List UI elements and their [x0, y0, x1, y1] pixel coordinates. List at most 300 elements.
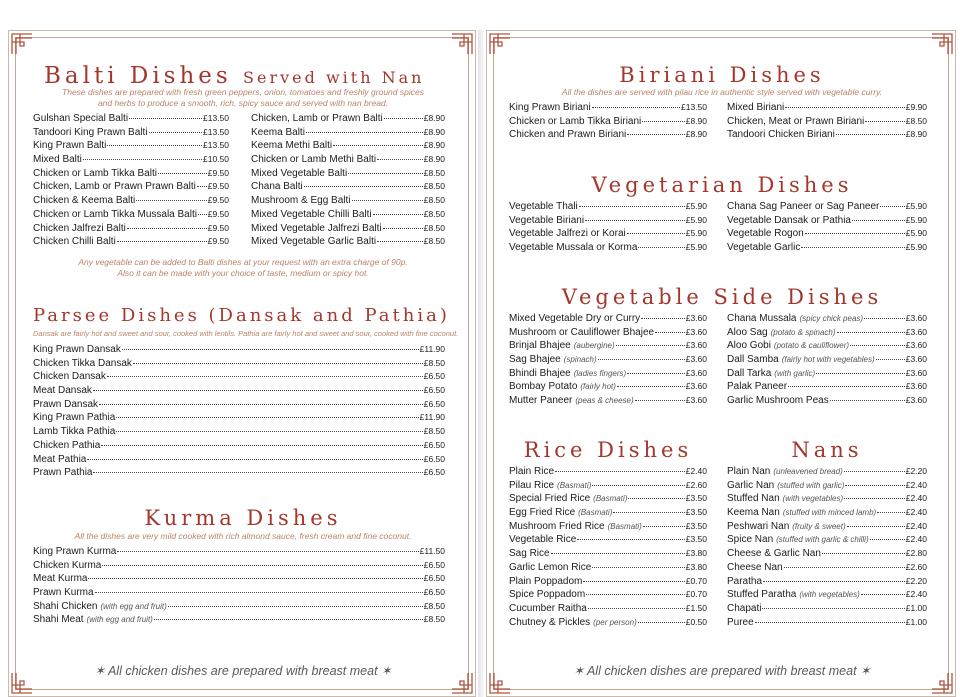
menu-item-name: Sag Bhajee [509, 354, 561, 366]
dot-leader [635, 400, 685, 401]
balti-bottom-note: Any vegetable can be added to Balti dishes at your request with an extra charge of 90p. Also it can be made with your choice of taste, medium or spicy hot. [78, 257, 408, 278]
menu-item-name: Vegetable Mussala or Korma [509, 242, 638, 254]
menu-item-name: King Prawn Pathia [33, 412, 116, 424]
dot-leader [83, 159, 202, 160]
corner-ornament-icon [487, 31, 513, 57]
menu-item-name: Vegetable Dansak or Pathia [727, 214, 851, 226]
menu-item-name: Peshwari Nan [727, 520, 790, 532]
dot-leader [616, 345, 685, 346]
dot-leader [377, 159, 423, 160]
menu-item-price: £3.60 [905, 326, 927, 337]
menu-item-price: £9.50 [207, 208, 229, 219]
corner-ornament-icon [449, 31, 475, 57]
biriani-note: All the dishes are served with pilau rice in authentic style served with vegetable curry. [561, 87, 883, 97]
menu-item-description: (spicy chick peas) [799, 314, 864, 323]
menu-item-name: Mixed Vegetable Balti [251, 167, 348, 179]
menu-item [33, 559, 445, 573]
menu-item-name: Vegetable Thali [509, 201, 578, 212]
balti-list-col2 [251, 112, 445, 249]
menu-item [727, 602, 927, 616]
menu-item-name: Plain Poppadom [509, 575, 583, 587]
menu-item-price: £6.50 [423, 573, 445, 584]
menu-item-name: Stuffed Nan [727, 493, 780, 505]
menu-item [251, 222, 445, 236]
dot-leader [127, 228, 207, 229]
menu-item-name: Chana Mussala [727, 313, 797, 324]
menu-item [33, 208, 229, 222]
menu-item-description: (with vegetables) [782, 494, 844, 504]
menu-item-name: Puree [727, 616, 754, 628]
menu-item-price: £13.50 [203, 126, 229, 137]
menu-item [251, 180, 445, 194]
dot-leader [117, 241, 207, 242]
menu-item [251, 167, 445, 181]
dot-leader [93, 390, 423, 391]
menu-item-name: Garlic Lemon Rice [509, 561, 592, 573]
menu-item-name: Spice Nan [727, 534, 774, 546]
menu-item-description: (Basmati) [557, 480, 592, 490]
menu-item-name: Mushroom Fried Rice [509, 520, 605, 532]
dot-leader [592, 567, 684, 568]
menu-item-description: (fruity & sweet) [792, 521, 846, 531]
menu-item-price: £8.90 [423, 113, 445, 123]
menu-item-price: £8.50 [423, 614, 445, 625]
menu-item-name: Tandoori Chicken Biriani [727, 129, 835, 141]
balti-list-col1 [33, 112, 229, 249]
menu-item-price: £1.00 [905, 616, 927, 627]
dot-leader [373, 214, 423, 215]
menu-item-name: Chicken & Keema Balti [33, 195, 136, 207]
dot-leader [117, 551, 418, 552]
dot-leader [845, 485, 904, 486]
menu-item-price: £3.60 [905, 340, 927, 351]
vegetarian-list-col1 [509, 200, 707, 255]
menu-item [727, 101, 927, 115]
balti-note: These dishes are prepared with fresh green peppers, onion, tomatoes and freshly ground spices and herbs to produce a smooth, rich, spicy sauce and served with nan bread. [62, 87, 424, 108]
dot-leader [852, 220, 905, 221]
menu-item-price: £0.50 [685, 616, 707, 627]
menu-item-price: £8.50 [423, 167, 445, 178]
menu-item-price: £6.50 [423, 371, 445, 382]
menu-item-price: £6.50 [423, 587, 445, 598]
side-dishes-list-col2 [727, 312, 927, 408]
menu-item-name: Aloo Sag [727, 326, 768, 338]
menu-item [33, 222, 229, 236]
menu-item [33, 600, 445, 614]
menu-item-name: Lamb Tikka Pathia [33, 426, 116, 438]
menu-item [509, 367, 707, 381]
dot-leader [333, 145, 423, 146]
menu-item-name: Pilau Rice [509, 479, 555, 491]
menu-item [509, 547, 707, 561]
menu-item [509, 312, 707, 326]
parsee-list [33, 343, 445, 480]
dot-leader [197, 186, 207, 187]
menu-item [33, 453, 445, 467]
corner-ornament-icon [929, 31, 955, 57]
dot-leader [579, 206, 685, 207]
menu-item-name: Mushroom & Egg Balti [251, 195, 351, 207]
menu-item-name: Chicken Chilli Balti [33, 236, 116, 248]
menu-item [509, 394, 707, 408]
dot-leader [877, 512, 905, 513]
dot-leader [627, 134, 684, 135]
side-dishes-list-col1 [509, 312, 707, 408]
menu-item [727, 200, 927, 214]
menu-item-name: Chicken Tikka Dansak [33, 357, 132, 369]
menu-item [251, 139, 445, 153]
menu-item [509, 506, 707, 520]
kurma-list [33, 545, 445, 627]
dot-leader [592, 107, 680, 108]
dot-leader [149, 132, 202, 133]
menu-item-name: Mutter Paneer [509, 395, 573, 407]
menu-item-description: (aubergine) [573, 341, 615, 351]
menu-item [509, 533, 707, 547]
menu-item [509, 339, 707, 353]
dot-leader [102, 565, 422, 566]
menu-item-name: Paratha [727, 575, 763, 587]
dot-leader [116, 431, 422, 432]
menu-item-price: £1.00 [905, 602, 927, 613]
menu-item-name: Chicken, Lamb or Prawn Prawn Balti [33, 181, 196, 193]
menu-item-price: £3.60 [685, 381, 707, 392]
dot-leader [555, 471, 685, 472]
menu-item-price: £6.50 [423, 467, 445, 478]
menu-item-price: £8.90 [423, 126, 445, 137]
menu-item-name: Vegetable Biriani [509, 214, 585, 226]
dot-leader [136, 200, 206, 201]
menu-item-name: Prawn Dansak [33, 398, 99, 410]
menu-item-description: (fairly hot) [580, 382, 616, 392]
menu-item-price: £5.90 [685, 214, 707, 225]
menu-item [33, 126, 229, 140]
dot-leader [88, 578, 422, 579]
menu-item-price: £8.50 [423, 208, 445, 219]
menu-item-description: (spinach) [563, 355, 597, 365]
menu-item-name: Garlic Nan [727, 479, 775, 491]
menu-item-price: £5.90 [685, 242, 707, 253]
dot-leader [352, 200, 423, 201]
menu-item-price: £6.50 [423, 385, 445, 396]
menu-item-name: Vegetable Rogon [727, 228, 804, 240]
menu-item [727, 326, 927, 340]
menu-item-name: Garlic Mushroom Peas [727, 395, 829, 407]
menu-item [509, 128, 707, 142]
dot-leader [306, 132, 423, 133]
menu-item [727, 241, 927, 255]
menu-item [509, 479, 707, 493]
menu-item-price: £3.80 [685, 548, 707, 559]
menu-item [509, 200, 707, 214]
menu-item [727, 492, 927, 506]
menu-item-price: £5.90 [905, 242, 927, 253]
menu-item-price: £8.90 [423, 154, 445, 165]
dot-leader [377, 241, 423, 242]
dot-leader [627, 233, 685, 234]
menu-item [33, 411, 445, 425]
menu-item-name: Bombay Potato [509, 381, 578, 393]
dot-leader [588, 608, 685, 609]
dot-leader [198, 214, 207, 215]
menu-item [33, 357, 445, 371]
dot-leader [830, 400, 905, 401]
menu-item-name: Shahi Chicken [33, 600, 98, 612]
menu-item-name: Egg Fried Rice [509, 507, 576, 519]
biriani-title: Biriani Dishes [619, 63, 825, 87]
dot-leader [158, 173, 207, 174]
menu-item-price: £2.40 [905, 589, 927, 600]
menu-item-price: £3.50 [685, 520, 707, 531]
menu-item-price: £2.40 [905, 493, 927, 504]
dot-leader [304, 186, 423, 187]
menu-item-name: Palak Paneer [727, 381, 788, 393]
biriani-list-col1 [509, 101, 707, 142]
menu-item-price: £8.50 [423, 222, 445, 233]
menu-item-description: (per person) [593, 617, 637, 627]
menu-item [727, 575, 927, 589]
menu-item-name: Chapati [727, 602, 762, 614]
dot-leader [755, 622, 905, 623]
dot-leader [850, 345, 905, 346]
vegetarian-title: Vegetarian Dishes [591, 173, 853, 197]
menu-item-price: £2.60 [685, 479, 707, 490]
menu-item-name: Chana Sag Paneer or Sag Paneer [727, 201, 880, 212]
dot-leader [133, 363, 423, 364]
menu-item-name: Chicken Kurma [33, 559, 102, 571]
menu-item-price: £8.50 [423, 600, 445, 611]
menu-item [509, 241, 707, 255]
menu-item-description: (Basmati) [578, 508, 613, 518]
menu-item-name: Vegetable Rice [509, 534, 577, 546]
menu-item-price: £3.60 [905, 381, 927, 392]
menu-item [33, 466, 445, 480]
dot-leader [847, 526, 905, 527]
menu-item-price: £2.40 [905, 479, 927, 490]
page-fold [478, 30, 484, 697]
dot-leader [551, 553, 685, 554]
footer-note: ✶ All chicken dishes are prepared with breast meat ✶ [573, 664, 871, 678]
dot-leader [384, 118, 423, 119]
menu-item-price: £8.50 [905, 115, 927, 126]
dot-leader [784, 567, 905, 568]
menu-item-name: Chicken or Lamb Tikka Balti [33, 167, 157, 179]
menu-item-description: (peas & cheese) [575, 396, 634, 406]
menu-item-price: £5.90 [685, 228, 707, 239]
menu-item [509, 326, 707, 340]
menu-item-description: (Basmati) [607, 521, 642, 531]
dot-leader [585, 220, 685, 221]
dot-leader [638, 247, 684, 248]
menu-item [33, 343, 445, 357]
rice-title: Rice Dishes [523, 438, 693, 462]
menu-item-price: £2.40 [905, 507, 927, 518]
menu-item [727, 588, 927, 602]
menu-item-description: (stuffed with minced lamb) [782, 508, 877, 518]
menu-item-description: (unleavened bread) [773, 467, 843, 476]
dot-leader [870, 539, 905, 540]
menu-item-name: Prawn Pathia [33, 467, 93, 479]
menu-item-name: King Prawn Dansak [33, 344, 121, 355]
menu-item [727, 115, 927, 129]
menu-item-name: Meat Pathia [33, 453, 87, 465]
dot-leader [613, 512, 684, 513]
footer-note: ✶ All chicken dishes are prepared with breast meat ✶ [94, 664, 392, 678]
menu-item-price: £9.50 [207, 236, 229, 247]
menu-item [33, 153, 229, 167]
menu-item-name: Spice Poppadom [509, 589, 586, 601]
menu-item [727, 561, 927, 575]
menu-item-name: Cheese & Garlic Nan [727, 548, 821, 560]
menu-item-price: £11.90 [419, 412, 445, 423]
menu-item-name: Mushroom or Cauliflower Bhajee [509, 326, 655, 338]
menu-item [727, 214, 927, 228]
menu-item-name: Chicken, Meat or Prawn Biriani [727, 115, 865, 127]
menu-item [727, 312, 927, 326]
dot-leader [865, 121, 904, 122]
menu-item [33, 545, 445, 559]
dot-leader [801, 247, 904, 248]
menu-item-name: King Prawn Biriani [509, 102, 591, 113]
menu-item-price: £5.90 [905, 201, 927, 211]
menu-item [509, 214, 707, 228]
menu-item [33, 586, 445, 600]
menu-item-price: £2.60 [905, 561, 927, 572]
menu-item-price: £3.60 [685, 313, 707, 323]
menu-item-description: (with egg and fruit) [100, 601, 167, 611]
menu-item-price: £5.90 [905, 228, 927, 239]
menu-item [509, 575, 707, 589]
menu-item-price: £9.50 [207, 195, 229, 206]
menu-item-name: King Prawn Kurma [33, 546, 117, 557]
menu-item-name: Cheese Nan [727, 561, 783, 573]
menu-item-price: £2.20 [905, 575, 927, 586]
dot-leader [583, 581, 684, 582]
menu-item-price: £3.50 [685, 507, 707, 518]
menu-item-price: £10.50 [203, 154, 229, 165]
biriani-list-col2 [727, 101, 927, 142]
dot-leader [87, 459, 422, 460]
rice-list [509, 465, 707, 629]
menu-item-price: £3.60 [685, 354, 707, 365]
balti-title: Balti Dishes Served with Nan [44, 63, 425, 89]
dot-leader [129, 118, 202, 119]
menu-item-price: £13.50 [203, 140, 229, 151]
menu-item-price: £13.50 [203, 113, 229, 123]
menu-page-right [486, 30, 956, 697]
menu-item-price: £2.40 [905, 534, 927, 545]
menu-item-price: £3.60 [685, 326, 707, 337]
menu-item [251, 126, 445, 140]
menu-item-price: £5.90 [685, 201, 707, 211]
menu-item [509, 561, 707, 575]
dot-leader [805, 233, 905, 234]
menu-item [251, 235, 445, 249]
menu-item [509, 227, 707, 241]
menu-item-price: £2.80 [905, 548, 927, 559]
menu-item [727, 533, 927, 547]
menu-item-name: Sag Rice [509, 548, 550, 560]
dot-leader [617, 386, 685, 387]
menu-item-name: Keema Balti [251, 126, 305, 138]
dot-leader [577, 539, 684, 540]
dot-leader [586, 594, 685, 595]
menu-item-name: Mixed Biriani [727, 102, 785, 113]
dot-leader [99, 404, 423, 405]
menu-item-price: £8.90 [685, 129, 707, 140]
menu-item-price: £0.70 [685, 575, 707, 586]
menu-item-name: Chicken and Prawn Biriani [509, 129, 627, 141]
menu-item-name: Mixed Vegetable Jalfrezi Balti [251, 222, 382, 234]
menu-item-price: £3.60 [905, 313, 927, 323]
menu-item-name: Mixed Balti [33, 154, 82, 166]
dot-leader [880, 206, 904, 207]
menu-item [509, 353, 707, 367]
menu-item [509, 380, 707, 394]
menu-item [509, 115, 707, 129]
menu-item [509, 616, 707, 630]
dot-leader [788, 386, 905, 387]
dot-leader [864, 318, 905, 319]
menu-item [727, 547, 927, 561]
menu-item-name: Tandoori King Prawn Balti [33, 126, 148, 138]
side-dishes-title: Vegetable Side Dishes [561, 285, 883, 309]
menu-item [33, 572, 445, 586]
menu-item-price: £2.20 [905, 466, 927, 476]
menu-item-price: £9.50 [207, 222, 229, 233]
menu-item-name: Chicken Dansak [33, 371, 106, 383]
menu-item-price: £3.60 [905, 395, 927, 406]
nans-title: Nans [791, 438, 863, 462]
menu-item-price: £2.40 [685, 466, 707, 476]
dot-leader [627, 373, 685, 374]
dot-leader [168, 606, 423, 607]
menu-item-name: Special Fried Rice [509, 493, 591, 505]
menu-item [33, 398, 445, 412]
menu-item-description: (potato & cauliflower) [773, 341, 850, 351]
menu-item-name: King Prawn Balti [33, 140, 107, 152]
menu-item-name: Chutney & Pickles [509, 616, 591, 628]
menu-item-price: £3.60 [905, 354, 927, 365]
menu-item [509, 101, 707, 115]
menu-item [33, 425, 445, 439]
menu-item [251, 153, 445, 167]
menu-item-name: Cucumber Raitha [509, 602, 587, 614]
menu-item-name: Plain Nan [727, 466, 771, 477]
menu-item-price: £2.40 [905, 520, 927, 531]
menu-item [33, 194, 229, 208]
vegetarian-list-col2 [727, 200, 927, 255]
menu-item-price: £8.50 [423, 236, 445, 247]
menu-item-price: £3.50 [685, 534, 707, 545]
dot-leader [101, 445, 422, 446]
menu-item-name: Chana Balti [251, 181, 303, 193]
menu-item-name: Vegetable Garlic [727, 242, 801, 254]
menu-item-description: (fairly hot with vegetables) [781, 355, 875, 365]
menu-item-price: £11.50 [419, 546, 445, 556]
menu-item [727, 380, 927, 394]
dot-leader [762, 608, 904, 609]
menu-item [33, 439, 445, 453]
menu-item-price: £3.60 [685, 340, 707, 351]
menu-item-price: £3.60 [905, 367, 927, 378]
menu-item-name: Brinjal Bhajee [509, 340, 571, 352]
menu-item-price: £6.50 [423, 559, 445, 570]
menu-item [727, 394, 927, 408]
dot-leader [655, 332, 685, 333]
menu-item-price: £5.90 [905, 214, 927, 225]
menu-item-name: Bhindi Bhajee [509, 367, 571, 379]
